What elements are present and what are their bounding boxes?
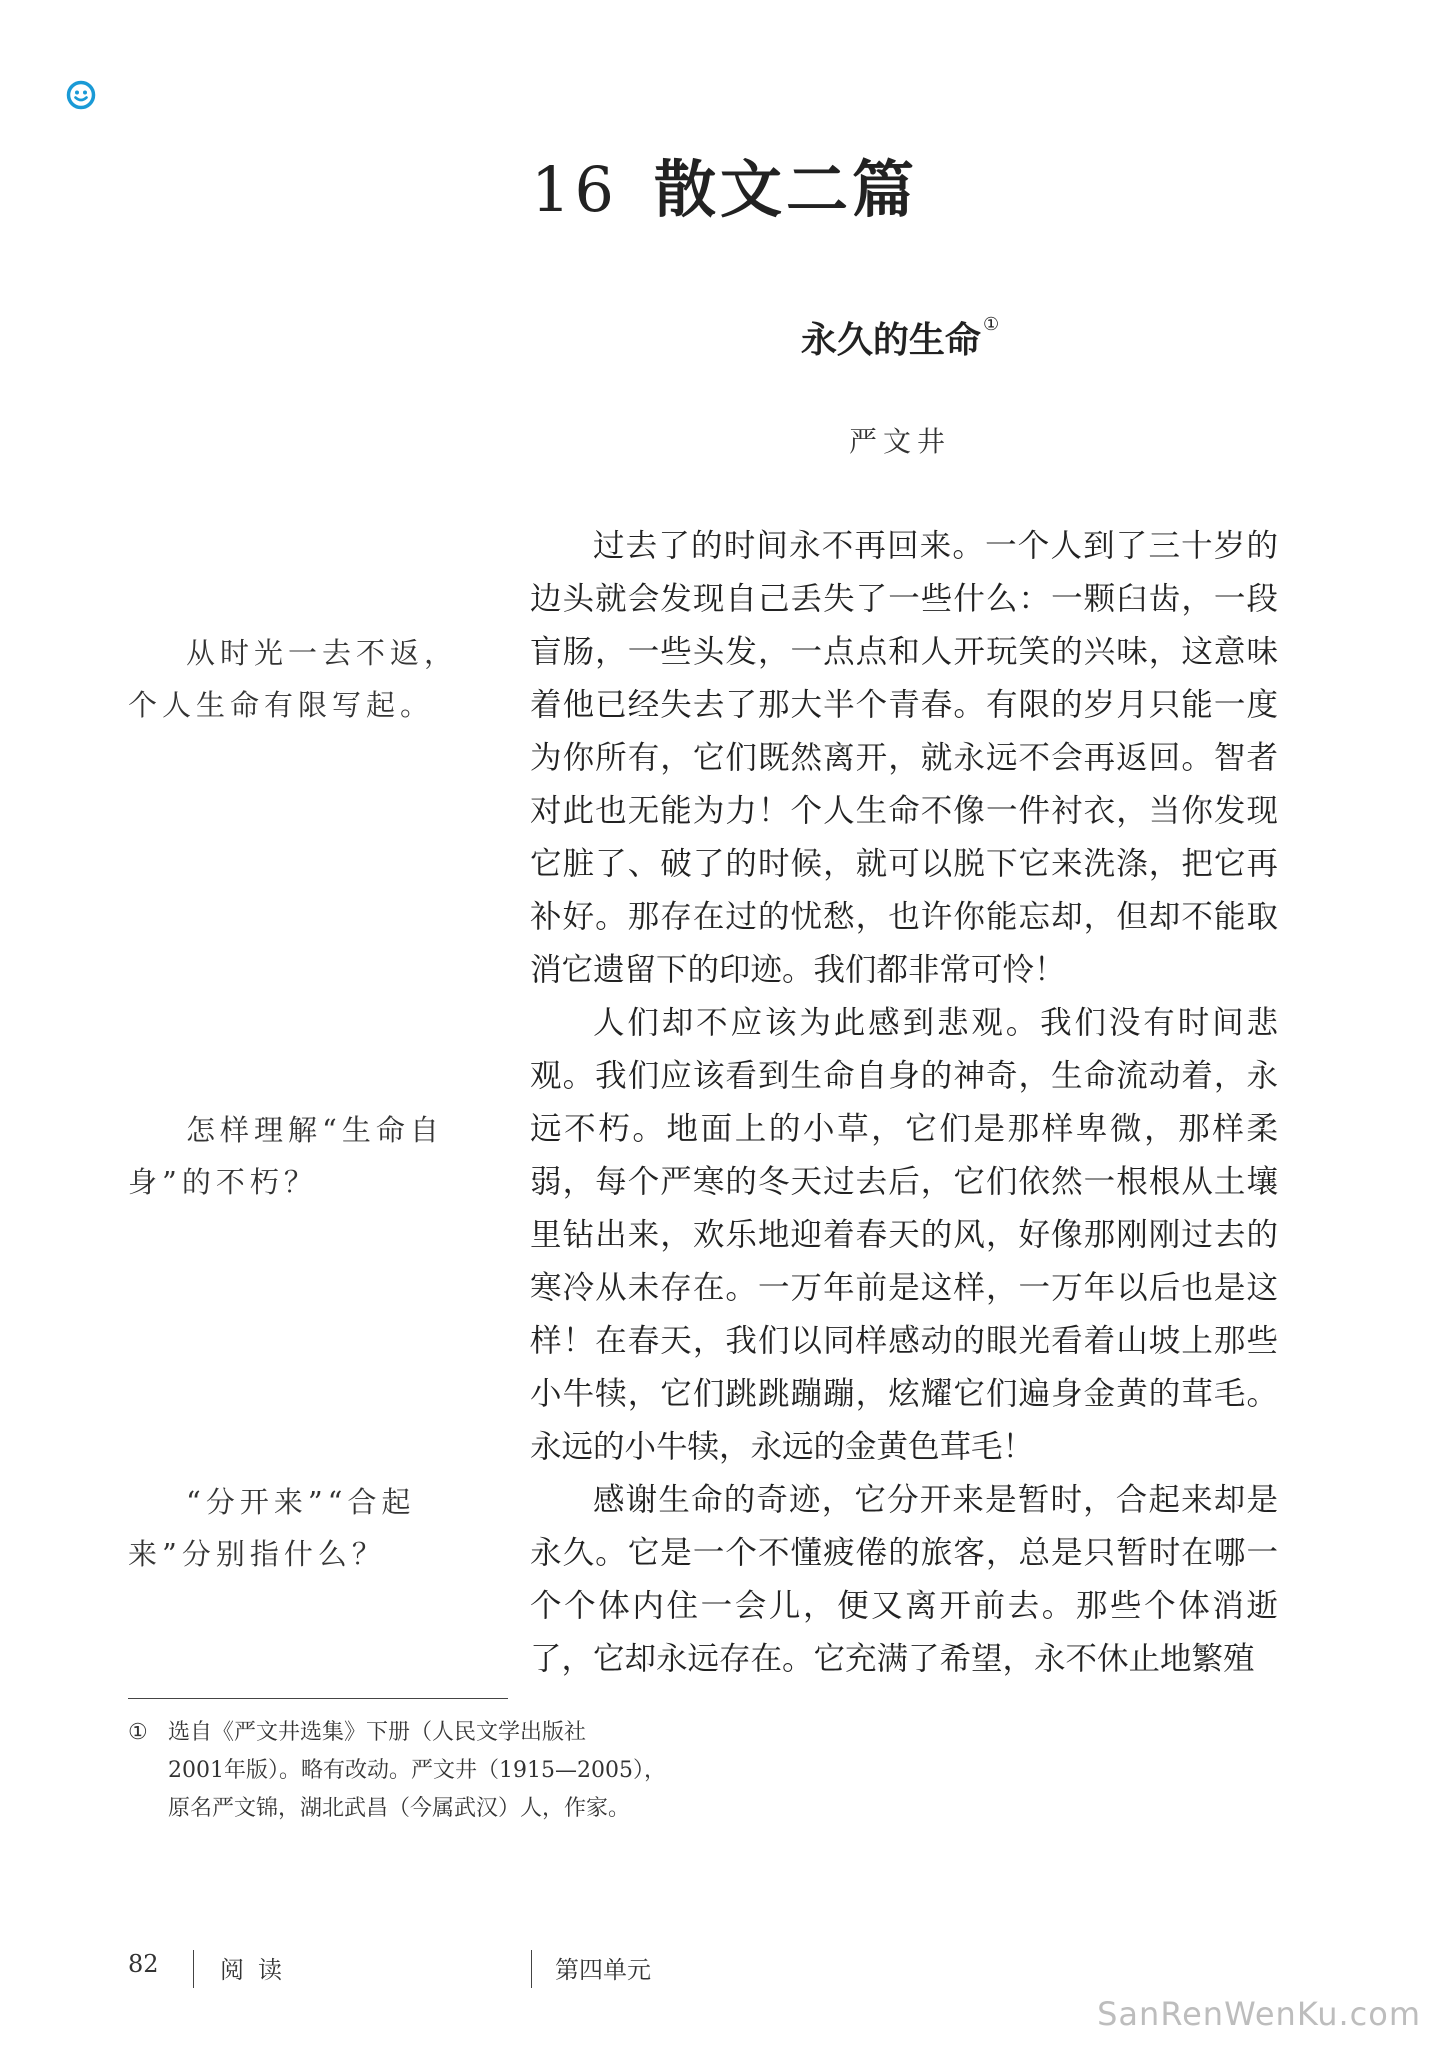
lesson-number: 16: [531, 153, 618, 226]
paragraph: 过去了的时间永不再回来。一个人到了三十岁的边头就会发现自己丢失了一些什么：一颗臼齿，一段盲肠，一些头发，一点点和人开玩笑的兴味，这意味着他已经失去了那大半个青春。有限的岁月只能一度为你所有，它们既然离开，就永远不会再返回。智者对此也无能为力！个人生命不像一件衬衣，当你发现它脏了、破了的时候，就可以脱下它来洗涤，把它再补好。那存在过的忧愁，也许你能忘却，但却不能取消它遗留下的印迹。我们都非常可怜！: [530, 528, 1278, 988]
footnote-divider: [128, 1698, 508, 1699]
author-name: 严文井: [848, 425, 951, 458]
lesson-title: [0, 140, 1449, 229]
page-footer: [0, 1950, 1449, 1990]
article-title: [530, 312, 1270, 363]
article-body: [530, 520, 1278, 1686]
footnote: [128, 1714, 688, 1828]
unit-label: 第四单元: [555, 1956, 651, 1984]
footer-divider: [193, 1950, 194, 1988]
footnote-marker: ①: [128, 1720, 148, 1745]
article-title-text: 永久的生命: [800, 320, 981, 361]
section-label: 阅读: [220, 1956, 296, 1984]
page-number: 82: [128, 1950, 159, 1978]
side-note: “分开来”“合起来”分别指什么？: [128, 1485, 416, 1571]
side-note: 从时光一去不返，个人生命有限写起。: [128, 636, 459, 722]
paragraph: 感谢生命的奇迹，它分开来是暂时，合起来却是永久。它是一个不懂疲倦的旅客，总是只暂时在哪一个个体内住一会儿，便又离开前去。那些个体消逝了，它却永远存在。它充满了希望，永不休止地繁殖: [530, 1482, 1278, 1677]
footnote-line: [128, 1714, 688, 1752]
footnote-reference[interactable]: ①: [982, 314, 1000, 335]
footnote-line: 2001年版）。略有改动。严文井（1915—2005），: [168, 1758, 666, 1783]
lesson-name: 散文二篇: [653, 153, 918, 226]
side-note: 怎样理解“生命自身”的不朽？: [128, 1113, 444, 1199]
footer-divider: [531, 1950, 532, 1988]
footnote-text: 选自《严文井选集》下册（人民文学出版社: [168, 1720, 587, 1745]
site-watermark: SanRenWenKu.com: [1097, 1995, 1421, 2033]
footnote-line: 原名严文锦，湖北武昌（今属武汉）人，作家。: [168, 1796, 631, 1821]
paragraph: 人们却不应该为此感到悲观。我们没有时间悲观。我们应该看到生命自身的神奇，生命流动着，永远不朽。地面上的小草，它们是那样卑微，那样柔弱，每个严寒的冬天过去后，它们依然一根根从土壤里钻出来，欢乐地迎着春天的风，好像那刚刚过去的寒冷从未存在。一万年前是这样，一万年以后也是这样！在春天，我们以同样感动的眼光看着山坡上那些小牛犊，它们跳跳蹦蹦，炫耀它们遍身金黄的茸毛。永远的小牛犊，永远的金黄色茸毛！: [530, 1005, 1278, 1465]
smiley-icon: [66, 80, 96, 110]
